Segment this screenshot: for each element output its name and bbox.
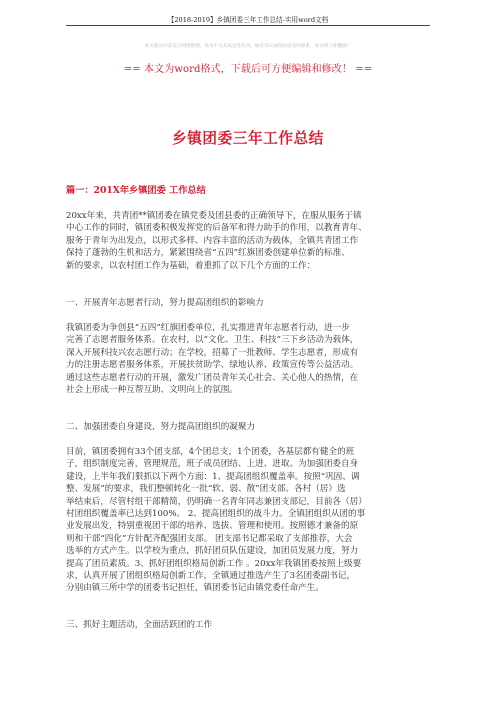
paragraph-line: 完善了志愿者服务体系。在农村，以“文化、卫生、科技”三下乡活动为载体，	[66, 335, 359, 346]
document-title: 乡镇团委三年工作总结	[172, 130, 324, 147]
intro-paragraph	[66, 210, 431, 272]
page-header-title: 【2018-2019】乡镇团委三年工作总结-实用word文档	[167, 16, 329, 24]
format-notice: == 本文为word格式，下载后可方便编辑和修改！ ==	[123, 64, 373, 75]
paragraph-line: 求，认真开展了团组织格局创新工作，全镇通过推选产生了3名团委副书记，	[66, 570, 356, 581]
paragraph-line: 提高了团员素质。3、抓好团组织格局创新工作 。20xx年我镇团委按照上级要	[66, 558, 362, 569]
paragraph-line: 分别由镇三所中学的团委书记担任，镇团委书记由镇党委任命产生。	[66, 583, 324, 594]
paragraph-line: 则和干部“四化”方针配齐配强团支部。 团支部书记都采取了支部推荐，大会	[66, 533, 353, 544]
paragraph-line: 中心工作的同时，镇团委积极发挥党的后备军和得力助手的作用，以教育青年、	[66, 223, 367, 234]
section-3-heading: 三、抓好主题活动，全面活跃团的工作	[66, 620, 213, 630]
paragraph-line: 村团组织覆盖率已达到100%。 2、提高团组织的战斗力。全镇团组织从团的事	[66, 508, 366, 519]
paragraph-line: 社会上形成一种互帮互助、文明向上的氛围。	[66, 384, 238, 395]
paragraph-line: 服务于青年为出发点，以形式多样、内容丰富的活动为载体，全镇共青团工作	[66, 235, 359, 246]
section-1-heading: 一、开展青年志愿者行动，努力提高团组织的影响力	[66, 298, 264, 308]
header-divider	[66, 25, 430, 26]
paragraph-line: 举结束后，尽管村组干部精简，仍明确一名青年同志兼团支部记，目前各（居）	[66, 496, 367, 507]
paragraph-line: 深入开展科技兴农志愿行动；在学校，招募了一批教师、学生志愿者，形成有	[66, 347, 359, 358]
paragraph-line: 建设，上半年我们狠抓以下两个方面：1、提高团组织覆盖率。按照“巩固、调	[66, 471, 360, 482]
section-2-paragraph	[66, 446, 431, 595]
part-heading: 篇一：201X年乡镇团委 工作总结	[66, 185, 206, 196]
section-2-heading: 二、加强团委自身建设，努力提高团组织的凝聚力	[66, 422, 256, 432]
paragraph-line: 业发展出发，特别重视团干部的培养、选拔、管理和使用。按照德才兼备的原	[66, 521, 359, 532]
paragraph-line: 力的注册志愿者服务体系，开展扶贫助学、绿地认养、政策宣传等公益活动。	[66, 360, 359, 371]
paragraph-line: 我镇团委为争创县“五四”红旗团委单位，扎实推进青年志愿者行动，进一步	[66, 323, 350, 333]
paragraph-line: 整、发展”的要求，我们整顿转化一批“软、弱、散”团支部。各村（居）选	[66, 484, 346, 495]
paragraph-line: 选举的方式产生。以学校为重点，抓好团员队伍建设，加团员发展力度，努力	[66, 546, 359, 557]
paragraph-line: 新的要求，以农村团工作为基础，着重抓了以下几个方面的工作：	[66, 260, 316, 271]
paragraph-line: 通过这些志愿者行动的开展，激发广团员青年关心社会、关心他人的热情，在	[66, 372, 359, 383]
paragraph-line: 保持了蓬勃的生机和活力，紧紧围绕省“五四”红旗团委创建单位新的标准、	[66, 248, 350, 259]
paragraph-line: 目前，镇团委拥有33个团支部，4个团总支，1个团委，各基层都有健全的班	[66, 447, 355, 457]
paragraph-line: 20xx年来，共青团**镇团委在镇党委及团县委的正确领导下，在服从服务于镇	[66, 211, 362, 221]
paragraph-line: 子，组织制度完善，管理规范，班子成员团结、上进、进取。为加强团委自身	[66, 459, 359, 470]
copyright-disclaimer: 本文部分内容来自网络整理，本司不为其真实性负责，如有异议或侵权请及时联系，本司将立即删除！	[144, 44, 352, 49]
section-1-paragraph	[66, 322, 431, 396]
